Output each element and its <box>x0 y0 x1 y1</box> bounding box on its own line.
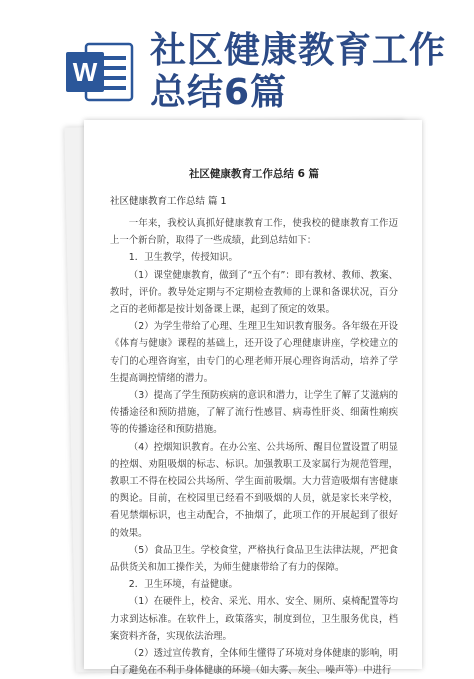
banner-title <box>150 30 470 114</box>
paragraph: （3）提高了学生预防疾病的意识和潜力，让学生了解了艾滋病的传播途径和预防措施，了解了流行性感冒、病毒性肝炎、细菌性痢疾等的传播途径和预防措施。 <box>110 390 398 436</box>
word-logo-icon <box>64 40 134 104</box>
paragraph: （2）为学生带给了心理、生理卫生知识教育服务。各年级在开设《体育与健康》课程的基础上，还开设了心理健康讲座，学校建立的专门的心理咨询室，由专门的心理老师开展心理咨询活动，培养了学生提高调控情绪的潜力。 <box>110 321 398 384</box>
banner-title-line-2: 总结6篇 <box>150 72 288 113</box>
document-title: 社区健康教育工作总结 6 篇 <box>188 168 320 180</box>
paragraph: （1）在硬件上，校舍、采光、用水、安全、厕所、桌椅配置等均力求到达标准。在软件上，政策落实，制度到位，卫生服务优良，档案资料齐备，实现依法治理。 <box>110 596 398 642</box>
banner-title-line-1: 社区健康教育工作 <box>150 30 447 71</box>
document-subtitle: 社区健康教育工作总结 篇 1 <box>110 196 227 207</box>
paragraph: （2）透过宣传教育，全体师生懂得了环境对身体健康的影响，明白了避免在不利于身体健康的环境（如大雾、灰尘、噪声等）中进行 <box>110 648 398 677</box>
paragraph: 2．卫生环境，有益健康。 <box>128 579 238 591</box>
paragraph: （1）课堂健康教育，做到了“五个有”：即有教材、教师、教案、教时，评价。教导处定期与不定期检查教师的上课和备课状况，百分之百的老师都是按计划备课上课，起到了预定的效果。 <box>110 269 398 316</box>
paragraph: （5）食品卫生。学校食堂，严格执行食品卫生法律法规，严把食品供货关和加工操作关，为师生健康带给了有力的保障。 <box>110 544 398 574</box>
paragraph: （4）控烟知识教育。在办公室、公共场所、醒目位置设置了明显的控烟、劝阻吸烟的标志、标识。加强教职工及家属行为规范管理，教职工不得在校园公共场所、学生面前吸烟。大力营造吸烟有害健康的舆论。目前，在校园里已经看不到吸烟的人员，就是家长来学校，看见禁烟标识，也主动配合，不抽烟了，此项工作的开展起到了很好的效果。 <box>110 441 398 539</box>
document-page <box>84 120 422 677</box>
paragraph: 一年来，我校认真抓好健康教育工作，使我校的健康教育工作迈上一个新台阶，取得了一些成绩，此到总结如下： <box>110 218 398 247</box>
svg-text:W: W <box>72 57 98 87</box>
paragraph: 1．卫生教学，传授知识。 <box>128 252 238 264</box>
